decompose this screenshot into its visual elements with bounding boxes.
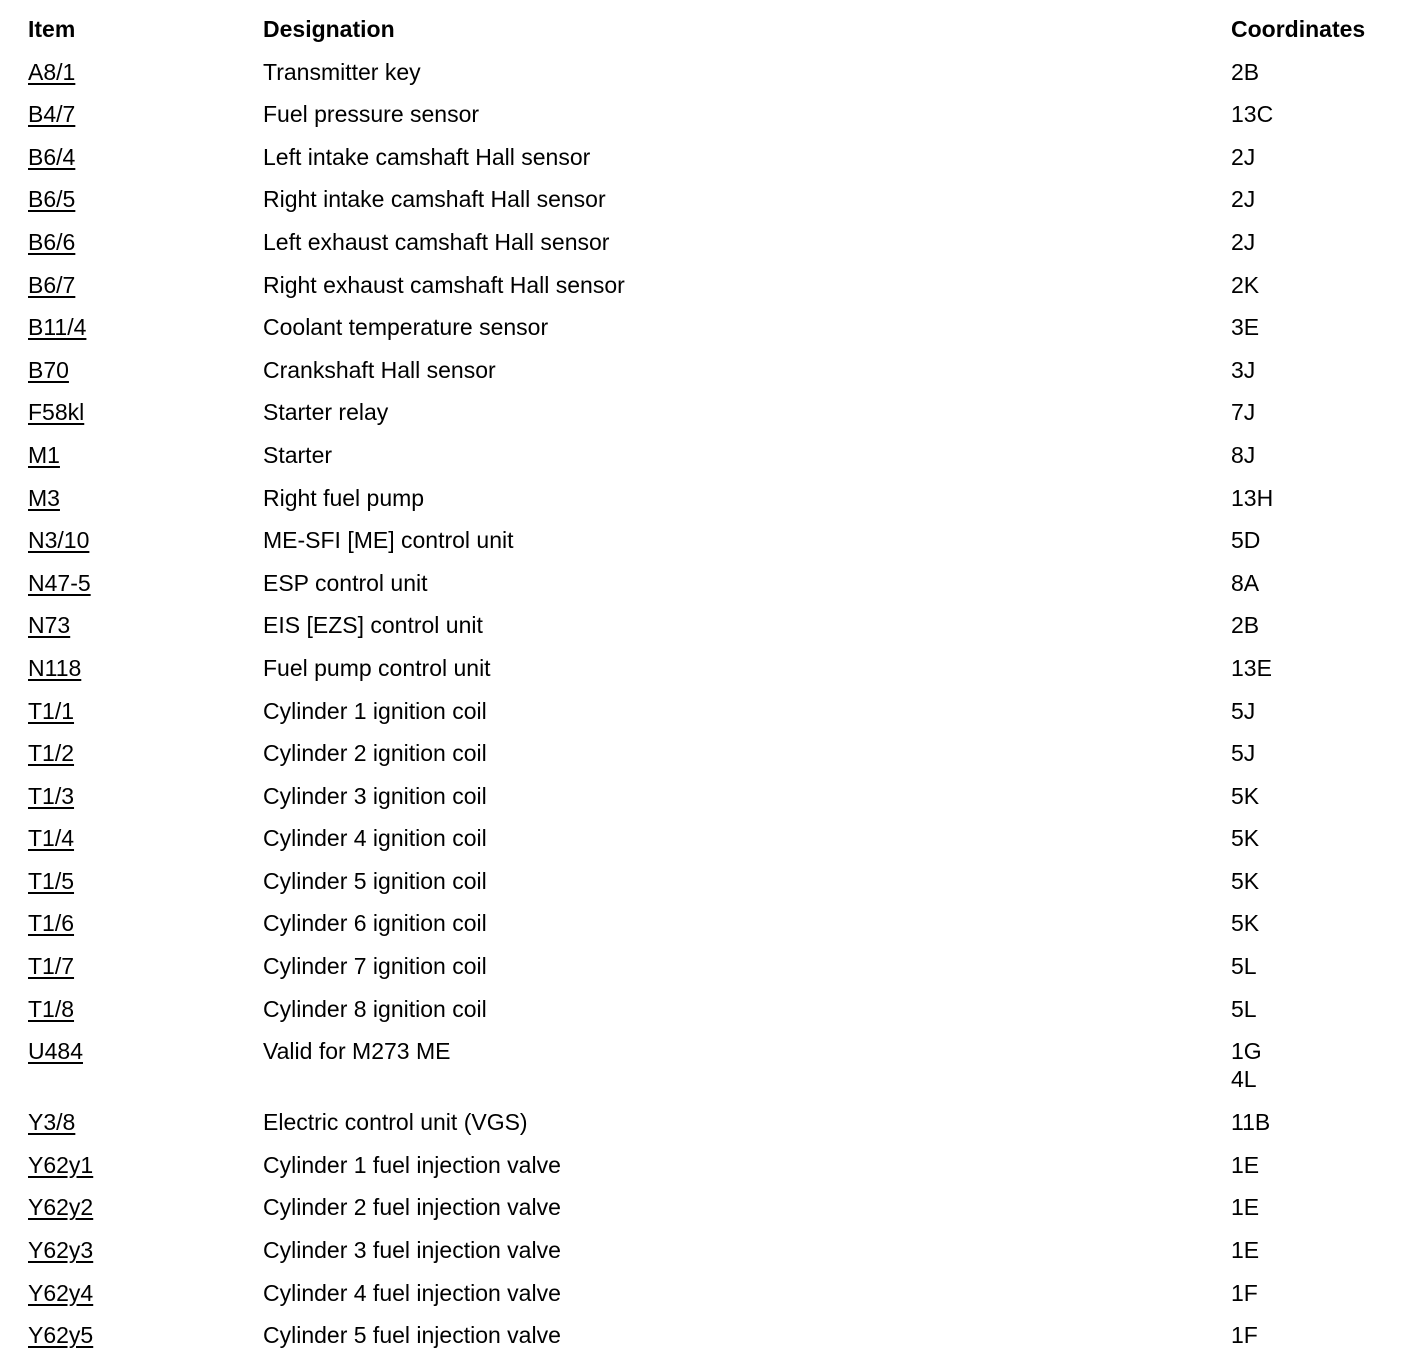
table-row [0,356,1408,399]
designation-text: Cylinder 4 ignition coil [263,825,487,852]
coordinate-value: 8J [1231,441,1256,468]
table-row [0,995,1408,1038]
item-link[interactable]: B70 [28,356,69,383]
coordinate-value: 13C [1231,101,1274,128]
coordinate-value: 13H [1231,484,1274,511]
coordinate-value: 2K [1231,271,1260,298]
item-link[interactable]: T1/6 [28,910,75,937]
item-link[interactable]: A8/1 [28,58,76,85]
coordinate-value: 5J [1231,740,1256,767]
coordinate-value: 3E [1231,314,1260,341]
coordinate-value: 1E [1231,1194,1260,1221]
table-row [0,697,1408,740]
coordinate-value: 2B [1231,58,1260,85]
coordinate-value: 4L [1231,1066,1257,1093]
table-row [0,611,1408,654]
designation-text: Cylinder 2 ignition coil [263,740,487,767]
coordinate-value: 13E [1231,654,1272,681]
designation-text: Right fuel pump [263,484,425,511]
table-row [0,100,1408,143]
table-row [0,271,1408,314]
coordinates-cell [1231,995,1257,1023]
coordinate-value: 5L [1231,953,1257,980]
coordinates-cell [1231,1321,1258,1349]
item-link[interactable]: T1/1 [28,697,75,724]
item-link[interactable]: N3/10 [28,527,90,554]
designation-text: Transmitter key [263,58,421,85]
coordinate-value: 7J [1231,399,1256,426]
coordinates-cell [1231,569,1259,597]
coordinate-value: 1G [1231,1038,1262,1065]
table-row [0,1151,1408,1194]
coordinate-value: 1F [1231,1322,1258,1349]
item-link[interactable]: Y62y4 [28,1279,94,1306]
item-link[interactable]: Y62y5 [28,1322,94,1349]
item-link[interactable]: T1/4 [28,825,75,852]
designation-text: Cylinder 5 ignition coil [263,867,487,894]
table-row [0,143,1408,186]
designation-text: ESP control unit [263,569,428,596]
coordinate-value: 2J [1231,228,1256,255]
table-row [0,398,1408,441]
table-body [0,58,1408,1364]
item-link[interactable]: B6/4 [28,143,76,170]
item-link[interactable]: T1/3 [28,782,75,809]
coordinates-cell [1231,58,1259,86]
coordinates-cell [1231,100,1273,128]
coordinate-value: 5K [1231,867,1260,894]
designation-text: Crankshaft Hall sensor [263,356,496,383]
item-link[interactable]: Y3/8 [28,1109,76,1136]
item-link[interactable]: N47-5 [28,569,91,596]
table-row [0,824,1408,867]
table-row [0,1108,1408,1151]
designation-text: Cylinder 6 ignition coil [263,910,487,937]
designation-text: Cylinder 1 fuel injection valve [263,1151,561,1178]
coordinates-cell [1231,1108,1270,1136]
item-link[interactable]: M1 [28,441,60,468]
item-link[interactable]: B6/7 [28,271,76,298]
coordinates-cell [1231,782,1259,810]
coordinates-cell [1231,185,1255,213]
designation-text: Cylinder 3 ignition coil [263,782,487,809]
coordinate-value: 1E [1231,1237,1260,1264]
item-link[interactable]: T1/8 [28,995,75,1022]
coordinates-cell [1231,1193,1259,1221]
coordinates-cell [1231,867,1259,895]
table-row [0,782,1408,825]
coordinates-cell [1231,484,1273,512]
designation-text: EIS [EZS] control unit [263,612,483,639]
item-link[interactable]: B6/6 [28,228,76,255]
item-link[interactable]: T1/2 [28,740,75,767]
item-link[interactable]: M3 [28,484,60,511]
coordinates-cell [1231,697,1255,725]
item-link[interactable]: N73 [28,612,71,639]
table-row [0,441,1408,484]
coordinates-cell [1231,526,1260,554]
designation-text: Right intake camshaft Hall sensor [263,186,606,213]
coordinate-value: 8A [1231,569,1260,596]
table-row [0,952,1408,995]
designation-text: Cylinder 8 ignition coil [263,995,487,1022]
item-link[interactable]: Y62y1 [28,1151,94,1178]
item-link[interactable]: B4/7 [28,101,76,128]
table-row [0,1279,1408,1322]
table-row [0,867,1408,910]
item-link[interactable]: T1/5 [28,867,75,894]
coordinates-cell [1231,271,1259,299]
coordinate-value: 11B [1231,1109,1271,1136]
coordinates-cell [1231,398,1255,426]
item-link[interactable]: U484 [28,1038,83,1065]
coordinate-value: 2B [1231,612,1260,639]
coordinate-value: 2J [1231,186,1256,213]
coordinates-cell [1231,228,1255,256]
table-row [0,313,1408,356]
item-link[interactable]: B11/4 [28,314,87,341]
designation-text: Starter relay [263,399,389,426]
item-link[interactable]: Y62y2 [28,1194,94,1221]
table-row [0,185,1408,228]
item-link[interactable]: F58kl [28,399,85,426]
coordinates-cell [1231,143,1255,171]
designation-text: Left intake camshaft Hall sensor [263,143,591,170]
coordinate-value: 5K [1231,910,1260,937]
coordinates-cell [1231,356,1255,384]
designation-text: ME-SFI [ME] control unit [263,527,514,554]
coordinates-cell [1231,739,1255,767]
coordinate-value: 3J [1231,356,1256,383]
designation-text: Valid for M273 ME [263,1038,451,1065]
coordinates-cell [1231,824,1259,852]
header-coordinates: Coordinates [1231,16,1366,42]
table-row [0,654,1408,697]
coordinate-value: 5K [1231,825,1260,852]
designation-text: Cylinder 7 ignition coil [263,953,487,980]
designation-text: Left exhaust camshaft Hall sensor [263,228,610,255]
item-link[interactable]: N118 [28,654,82,681]
coordinates-cell [1231,654,1272,682]
coordinates-cell [1231,313,1259,341]
designation-text: Cylinder 5 fuel injection valve [263,1322,561,1349]
coordinates-cell [1231,1236,1259,1264]
table-row [0,526,1408,569]
designation-text: Cylinder 3 fuel injection valve [263,1237,561,1264]
designation-text: Electric control unit (VGS) [263,1109,528,1136]
table-row [0,739,1408,782]
coordinates-cell [1231,952,1257,980]
designation-text: Coolant temperature sensor [263,314,549,341]
coordinate-value: 5K [1231,782,1260,809]
coordinates-cell [1231,1151,1259,1179]
coordinate-value: 2J [1231,143,1256,170]
table-row [0,1321,1408,1364]
designation-text: Cylinder 4 fuel injection valve [263,1279,561,1306]
table-header [0,15,1408,58]
coordinates-cell [1231,1037,1262,1093]
table-row [0,909,1408,952]
designation-text: Cylinder 1 ignition coil [263,697,487,724]
table-row [0,1236,1408,1279]
table-row [0,228,1408,271]
coordinate-value: 5J [1231,697,1256,724]
coordinates-cell [1231,611,1259,639]
table-row [0,58,1408,101]
table-row [0,569,1408,612]
table-row [0,484,1408,527]
designation-text: Fuel pump control unit [263,654,491,681]
coordinate-value: 1E [1231,1151,1260,1178]
coordinate-value: 5L [1231,995,1257,1022]
item-link[interactable]: B6/5 [28,186,76,213]
coordinates-cell [1231,1279,1258,1307]
designation-text: Right exhaust camshaft Hall sensor [263,271,625,298]
item-link[interactable]: T1/7 [28,953,75,980]
coordinate-value: 1F [1231,1279,1258,1306]
designation-text: Fuel pressure sensor [263,101,480,128]
designation-text: Starter [263,441,333,468]
header-item: Item [28,16,76,42]
table-row [0,1037,1408,1108]
table-row [0,1193,1408,1236]
coordinate-value: 5D [1231,527,1261,554]
coordinates-cell [1231,441,1255,469]
designation-text: Cylinder 2 fuel injection valve [263,1194,561,1221]
header-designation: Designation [263,16,395,42]
item-link[interactable]: Y62y3 [28,1237,94,1264]
coordinates-cell [1231,909,1259,937]
